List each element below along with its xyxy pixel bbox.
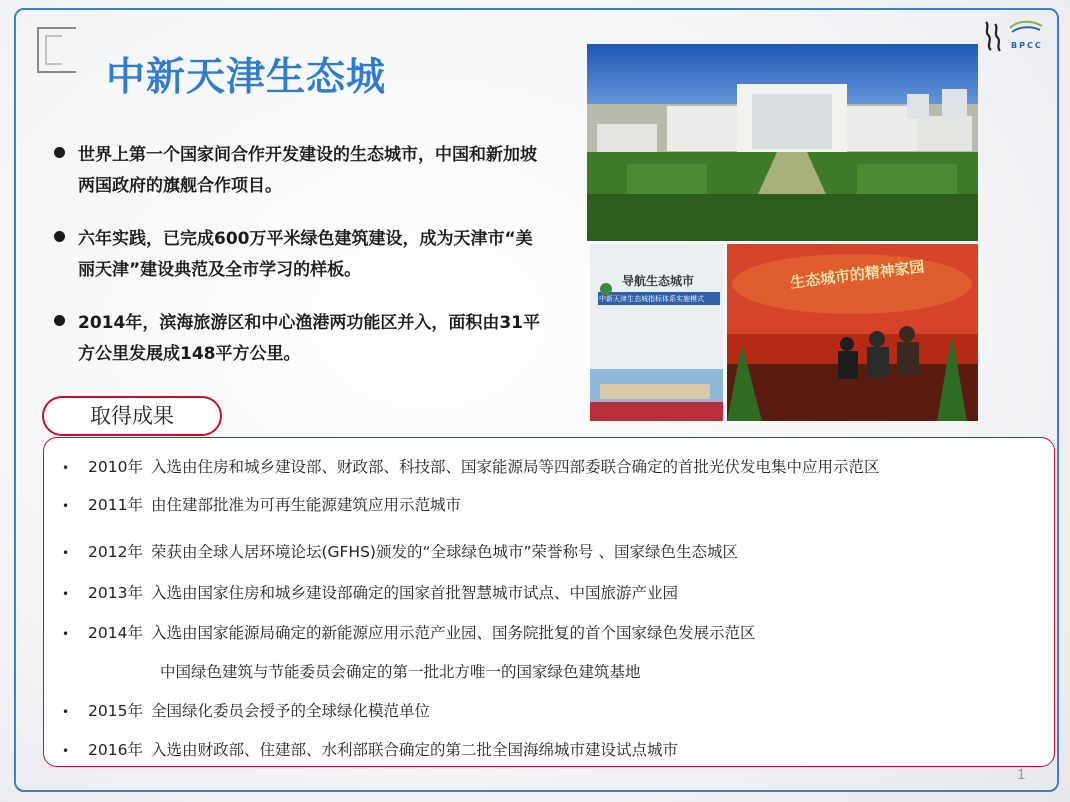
book-title: 导航生态城市	[622, 274, 695, 288]
achievement-item	[62, 540, 738, 562]
bullet-text: 世界上第一个国家间合作开发建设的生态城市，中国和新加坡两国政府的旗舰合作项目。	[78, 145, 537, 196]
achievement-item	[62, 455, 879, 477]
corner-bracket-icon	[36, 26, 78, 74]
logo-text: BPCC	[1011, 41, 1043, 50]
book-subtitle: 中新天津生态城指标体系实施模式	[599, 295, 704, 303]
achievement-item	[62, 581, 678, 603]
bullet-icon: •	[62, 499, 70, 513]
bullet-icon: •	[62, 705, 70, 719]
bullet-dot-icon	[54, 231, 65, 242]
bullet-item	[54, 140, 544, 202]
achievement-text: 入选由国家住房和城乡建设部确定的国家首批智慧城市试点、中国旅游产业园	[150, 584, 678, 602]
achievement-year: 2010年	[88, 458, 143, 476]
bullet-icon: •	[62, 461, 70, 475]
achievement-continuation: 中国绿色建筑与节能委员会确定的第一批北方唯一的国家绿色建筑基地	[160, 663, 641, 681]
page-number: 1	[1017, 766, 1026, 783]
achievement-year: 2015年	[88, 702, 143, 720]
bullet-list	[54, 140, 544, 392]
achievement-year: 2012年	[88, 543, 143, 561]
achievement-item	[62, 699, 430, 721]
achievement-text: 入选由住房和城乡建设部、财政部、科技部、国家能源局等四部委联合确定的首批光伏发电集中应用示范区	[150, 458, 880, 476]
book-cover-photo	[590, 244, 723, 421]
achievement-item	[62, 493, 461, 515]
forum-event-photo	[727, 244, 978, 421]
achievement-year: 2011年	[88, 496, 143, 514]
bullet-dot-icon	[54, 147, 65, 158]
achievement-text: 入选由国家能源局确定的新能源应用示范产业园、国务院批复的首个国家绿色发展示范区	[150, 624, 756, 642]
bullet-icon: •	[62, 587, 70, 601]
achievement-item	[62, 738, 678, 760]
bullet-icon: •	[62, 744, 70, 758]
bullet-text: 六年实践，已完成600万平米绿色建筑建设，成为天津市“美丽天津”建设典范及全市学习的样板。	[78, 229, 533, 280]
results-label: 取得成果	[42, 396, 222, 436]
achievement-text: 荣获由全球人居环境论坛(GFHS)颁发的“全球绿色城市”荣誉称号 、国家绿色生态城区	[150, 543, 738, 561]
page-title: 中新天津生态城	[106, 55, 387, 100]
achievement-item	[62, 621, 755, 643]
achievement-year: 2016年	[88, 741, 143, 759]
achievement-text: 由住建部批准为可再生能源建筑应用示范城市	[150, 496, 461, 514]
bullet-text: 2014年，滨海旅游区和中心渔港两功能区并入，面积由31平方公里发展成148平方公里。	[78, 313, 540, 364]
achievement-year: 2014年	[88, 624, 143, 642]
bullet-dot-icon	[54, 315, 65, 326]
eco-city-building-photo	[587, 44, 978, 241]
bullet-icon: •	[62, 627, 70, 641]
bullet-item	[54, 224, 544, 286]
achievement-text: 入选由财政部、住建部、水利部联合确定的第二批全国海绵城市建设试点城市	[150, 741, 678, 759]
achievement-year: 2013年	[88, 584, 143, 602]
bullet-icon: •	[62, 546, 70, 560]
forum-banner-text: 生态城市的精神家园	[789, 257, 926, 292]
achievement-text: 全国绿化委员会授予的全球绿化模范单位	[150, 702, 430, 720]
bullet-item	[54, 308, 544, 370]
